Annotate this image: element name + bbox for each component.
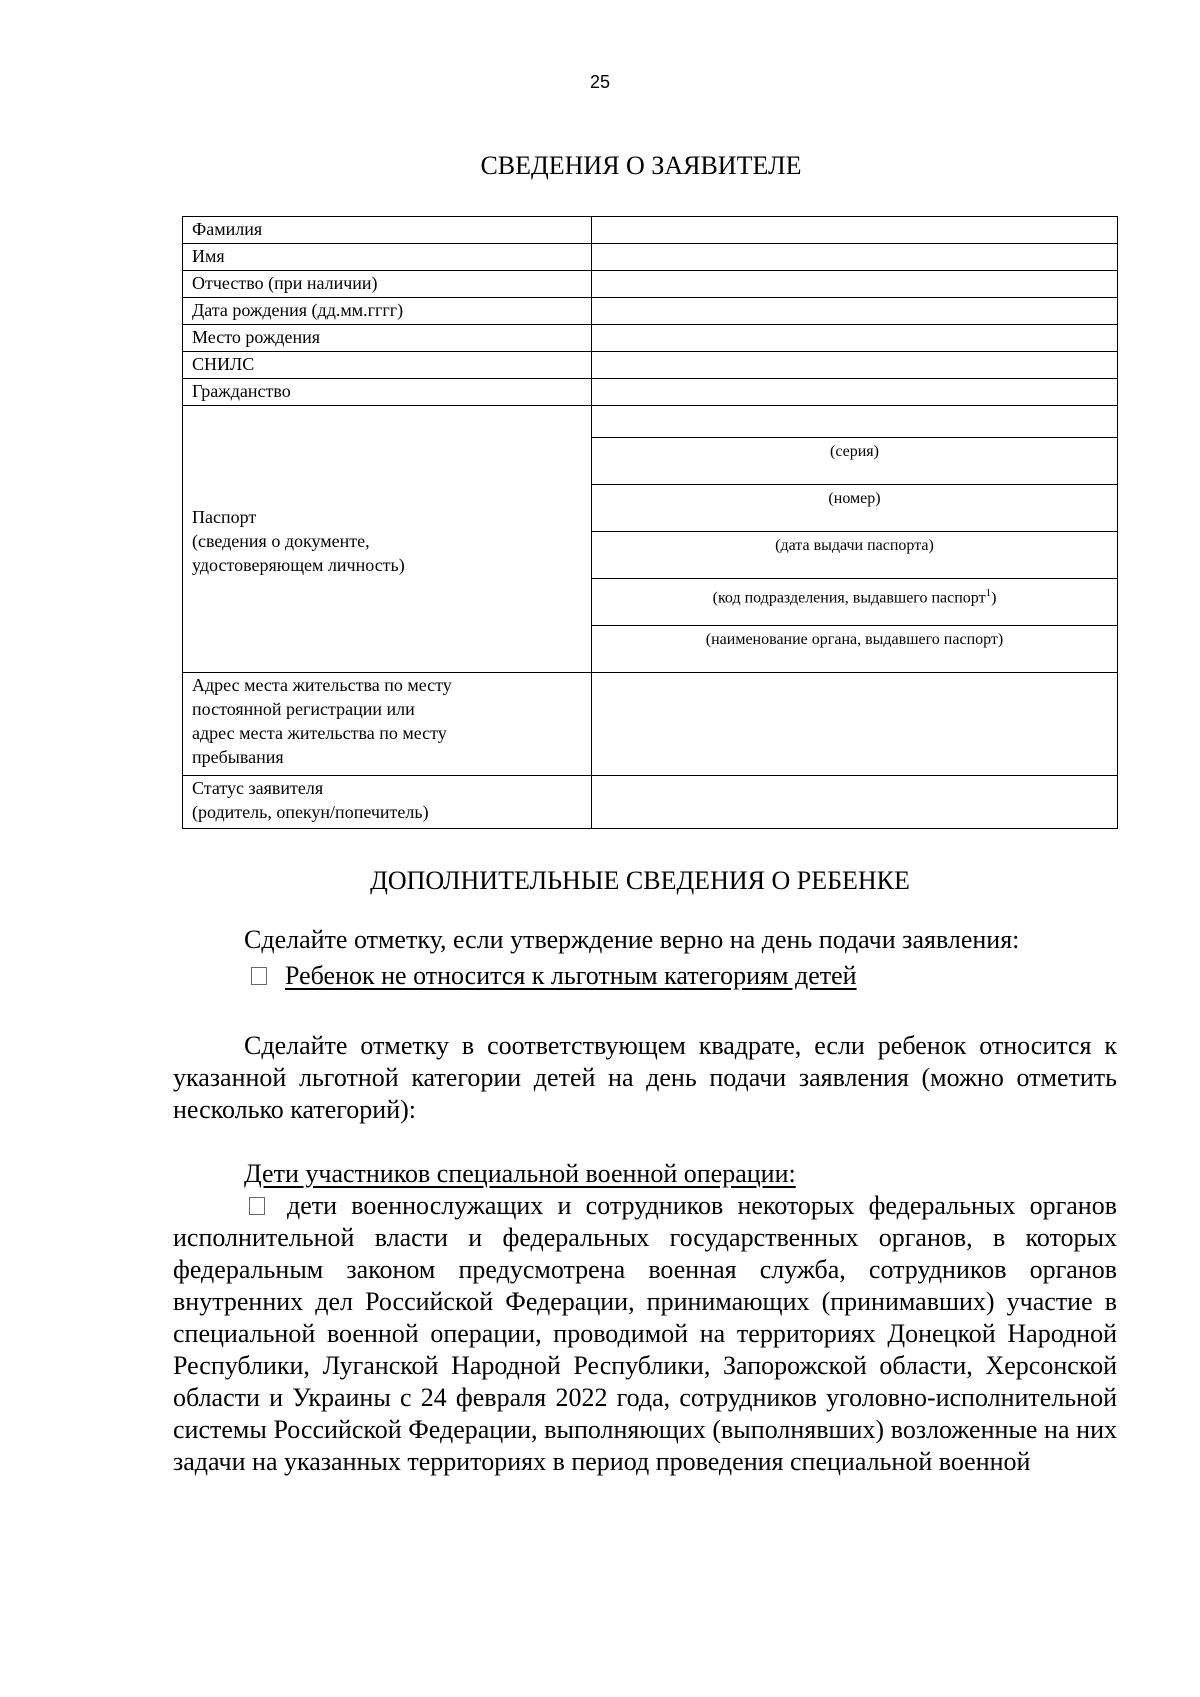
svo-option xyxy=(173,1190,1117,1478)
snils-field[interactable] xyxy=(592,352,1118,379)
passport-division-code-caption: (код подразделения, выдавшего паспорт xyxy=(712,589,986,607)
address-field[interactable] xyxy=(592,673,1118,776)
address-label-line: Адрес места жительства по месту xyxy=(192,675,452,695)
row-label-birth-place: Место рождения xyxy=(183,325,592,352)
passport-issue-date-caption: (дата выдачи паспорта) xyxy=(775,537,934,554)
row-label-surname: Фамилия xyxy=(183,217,592,244)
table-row xyxy=(183,352,1118,379)
section-title-child: ДОПОЛНИТЕЛЬНЫЕ СВЕДЕНИЯ О РЕБЕНКЕ xyxy=(370,866,910,895)
birth-date-field[interactable] xyxy=(592,298,1118,325)
name-field[interactable] xyxy=(592,244,1118,271)
passport-division-code-caption-end: ) xyxy=(991,589,997,607)
row-label-patronymic: Отчество (при наличии) xyxy=(183,271,592,298)
no-benefit-checkbox[interactable] xyxy=(251,967,267,985)
svo-heading xyxy=(244,1158,1124,1190)
address-label-line: адрес места жительства по месту xyxy=(192,723,447,743)
footnote-mark: 1 xyxy=(985,587,992,599)
surname-field[interactable] xyxy=(592,217,1118,244)
svo-checkbox[interactable] xyxy=(249,1197,265,1215)
applicant-table xyxy=(182,216,1118,829)
no-benefit-option-label: Ребенок не относится к льготным категориям детей xyxy=(285,961,857,990)
passport-number-caption: (номер) xyxy=(828,490,881,507)
row-label-name: Имя xyxy=(183,244,592,271)
table-row xyxy=(183,298,1118,325)
passport-issuer-field[interactable] xyxy=(592,626,1118,673)
svo-option-text: дети военнослужащих и сотрудников некоторых федеральных органов исполнительной власти и федеральных государственных органов, в которых федеральным законом предусмотрена военная служба, сотрудников органов внутренних дел Российской Федерации, принимающих (принимавших) участие в специальной военной операции, проводимой на территориях Донецкой Народной Республики, Луганской Народной Республики, Запорожской области, Херсонской области и Украины с 24 февраля 2022 года, сотрудников уголовно-исполнительной системы Российской Федерации, выполняющих (выполнявших) возложенные на них задачи на указанных территориях в период проведения специальной военной xyxy=(173,1191,1117,1476)
status-label-line: (родитель, опекун/попечитель) xyxy=(192,802,429,822)
passport-label-line: удостоверяющем личность) xyxy=(192,555,405,575)
table-row xyxy=(183,244,1118,271)
row-label-status xyxy=(183,776,592,829)
row-label-citizenship: Гражданство xyxy=(183,379,592,406)
status-label-line: Статус заявителя xyxy=(192,778,324,798)
svo-heading-text: Дети участников специальной военной операции: xyxy=(244,1159,796,1188)
table-row xyxy=(183,673,1118,776)
mark-instruction: Сделайте отметку, если утверждение верно на день подачи заявления: xyxy=(244,925,1020,954)
passport-division-code-field[interactable] xyxy=(592,579,1118,626)
row-label-passport xyxy=(183,406,592,673)
page-number: 25 xyxy=(589,72,611,92)
no-benefit-option xyxy=(251,960,1121,992)
table-row xyxy=(183,379,1118,406)
address-label-line: пребывания xyxy=(192,747,284,767)
passport-issuer-caption: (наименование органа, выдавшего паспорт) xyxy=(705,631,1004,648)
table-row xyxy=(183,776,1118,829)
passport-series-caption: (серия) xyxy=(830,443,879,460)
passport-issue-date-field[interactable] xyxy=(592,532,1118,579)
patronymic-field[interactable] xyxy=(592,271,1118,298)
passport-series-field[interactable] xyxy=(592,438,1118,485)
address-label-line: постоянной регистрации или xyxy=(192,699,415,719)
passport-number-field[interactable] xyxy=(592,485,1118,532)
passport-type-field[interactable] xyxy=(592,406,1118,438)
row-label-address xyxy=(183,673,592,776)
row-label-snils: СНИЛС xyxy=(183,352,592,379)
citizenship-field[interactable] xyxy=(592,379,1118,406)
table-row xyxy=(183,217,1118,244)
status-field[interactable] xyxy=(592,776,1118,829)
birth-place-field[interactable] xyxy=(592,325,1118,352)
table-row xyxy=(183,271,1118,298)
table-row xyxy=(183,406,1118,438)
table-row xyxy=(183,325,1118,352)
section-title-applicant: СВЕДЕНИЯ О ЗАЯВИТЕЛЕ xyxy=(480,151,802,180)
passport-label-line: (сведения о документе, xyxy=(192,531,370,551)
categories-instruction: Сделайте отметку в соответствующем квадрате, если ребенок относится к указанной льготной категории детей на день подачи заявления (можно отметить несколько категорий): xyxy=(173,1031,1117,1124)
passport-label-line: Паспорт xyxy=(192,507,257,527)
row-label-birth-date: Дата рождения (дд.мм.гггг) xyxy=(183,298,592,325)
